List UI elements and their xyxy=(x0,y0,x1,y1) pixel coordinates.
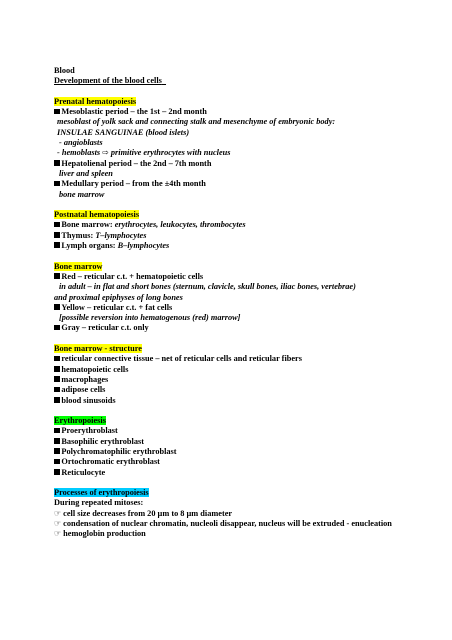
erythropoiesis-heading: Erythropoiesis xyxy=(54,416,106,426)
process-item: hemoglobin production xyxy=(63,529,146,539)
structure-item: macrophages xyxy=(61,374,109,384)
pointing-hand-icon: ☞ xyxy=(54,508,62,518)
bullet-icon xyxy=(54,232,60,238)
bullet-icon xyxy=(54,469,60,475)
bullet-icon xyxy=(54,273,60,279)
bm-value: erythrocytes, leukocytes, thrombocytes xyxy=(114,220,246,230)
bullet-icon xyxy=(54,356,60,362)
bullet-icon xyxy=(54,459,60,465)
hemoblasts: - hemoblasts xyxy=(57,148,101,158)
bullet-icon xyxy=(54,428,60,434)
red-marrow-desc-2: and proximal epiphyses of long bones xyxy=(54,292,183,302)
angioblasts: - angioblasts xyxy=(59,138,103,148)
bm-label: Bone marrow: xyxy=(61,220,113,230)
bullet-icon xyxy=(54,438,60,444)
erythro-stage: Polychromatophilic erythroblast xyxy=(61,446,177,456)
structure-heading: Bone marrow - structure xyxy=(54,344,142,354)
yellow-marrow: Yellow – reticular c.t. + fat cells xyxy=(61,302,173,312)
thymus-value: T–lymphocytes xyxy=(95,230,147,240)
gray-marrow: Gray – reticular c.t. only xyxy=(61,323,149,333)
erythro-stage: Proerythroblast xyxy=(61,426,118,436)
erythro-stage: Reticulocyte xyxy=(61,467,106,477)
prenatal-heading: Prenatal hematopoiesis xyxy=(54,96,137,106)
red-marrow-desc-1: in adult – in flat and short bones (sternum, clavicle, skull bones, iliac bones, vertebrae) xyxy=(59,282,356,292)
bullet-icon xyxy=(54,325,60,331)
processes-intro: During repeated mitoses: xyxy=(54,498,144,508)
liver-spleen: liver and spleen xyxy=(59,168,113,178)
bullet-icon xyxy=(54,366,60,372)
process-item: condensation of nuclear chromatin, nucleoli disappear, nucleus will be extruded - enucleation xyxy=(63,519,392,529)
bullet-icon xyxy=(54,397,60,403)
pointing-hand-icon: ☞ xyxy=(54,529,62,539)
lymph-label: Lymph organs: xyxy=(61,241,116,251)
document-body xyxy=(54,66,399,540)
pointing-hand-icon: ☞ xyxy=(54,519,62,529)
bullet-icon xyxy=(54,160,60,166)
page-title: Blood xyxy=(54,66,75,75)
erythro-stage: Ortochromatic erythroblast xyxy=(61,457,160,467)
bullet-icon xyxy=(54,376,60,382)
structure-item: reticular connective tissue – net of reticular cells and reticular fibers xyxy=(61,354,302,364)
bullet-icon xyxy=(54,181,60,187)
bone-marrow-note: bone marrow xyxy=(59,189,105,199)
page-subtitle: Development of the blood cells xyxy=(54,76,162,86)
bullet-icon xyxy=(54,304,60,310)
insulae-sanguinae: INSULAE SANGUINAE (blood islets) xyxy=(57,127,190,137)
bullet-icon xyxy=(54,448,60,454)
lymph-value: B–lymphocytes xyxy=(117,241,170,251)
bullet-icon xyxy=(54,387,60,393)
bone-marrow-heading: Bone marrow xyxy=(54,261,103,271)
hemoblasts-result: primitive erythrocytes with nucleus xyxy=(110,148,231,158)
medullary-period: Medullary period – from the ±4th month xyxy=(61,179,206,189)
structure-item: adipose cells xyxy=(61,385,106,395)
arrow-right-icon: ⇨ xyxy=(102,148,109,158)
structure-item: blood sinusoids xyxy=(61,395,116,405)
postnatal-heading: Postnatal hematopoiesis xyxy=(54,210,140,220)
mesoblastic-period: Mesoblastic period – the 1st – 2nd month xyxy=(61,107,207,117)
yellow-marrow-desc: [possible reversion into hematogenous (red) marrow] xyxy=(59,313,241,323)
processes-heading: Processes of erythropoiesis xyxy=(54,488,149,498)
hepatolienal-period: Hepatolienal period – the 2nd – 7th month xyxy=(61,158,212,168)
erythro-stage: Basophilic erythroblast xyxy=(61,436,144,446)
thymus-label: Thymus: xyxy=(61,230,94,240)
bullet-icon xyxy=(54,242,60,248)
bullet-icon xyxy=(54,222,60,228)
red-marrow: Red – reticular c.t. + hematopoietic cells xyxy=(61,271,204,281)
bullet-icon xyxy=(54,109,60,115)
process-item: cell size decreases from 20 µm to 8 µm diameter xyxy=(63,508,233,518)
structure-item: hematopoietic cells xyxy=(61,364,129,374)
mesoblast-desc: mesoblast of yolk sack and connecting stalk and mesenchyme of embryonic body: xyxy=(57,117,336,127)
